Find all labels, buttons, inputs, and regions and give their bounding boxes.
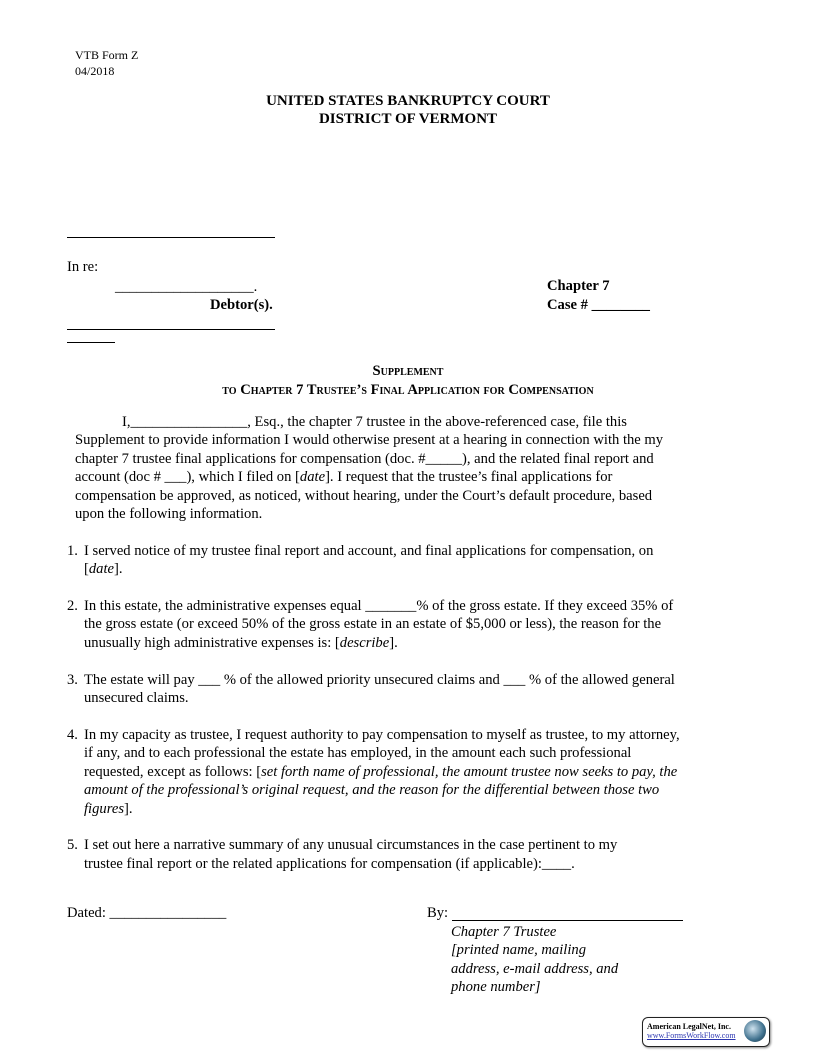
text-run: I,________________, Esq., the chapter 7 trustee in the above-referenced case, file this [122,414,627,430]
item-line [84,561,123,577]
logo-name: American LegalNet, Inc. [647,1022,731,1031]
signature-line [452,920,683,921]
text-run: date [299,469,326,485]
trustee-line: phone number] [451,979,541,995]
item-line [84,598,673,614]
text-run: trustee final report or the related applications for compensation (if applicable):____. [84,856,575,872]
court-name: UNITED STATES BANKRUPTCY COURT [266,93,550,109]
item-line [84,856,575,872]
item-line [84,690,189,706]
caption-rule [67,237,275,238]
text-run: unsecured claims. [84,690,189,706]
item-number: 3. [67,672,78,688]
item-line [84,616,661,632]
intro-line [75,488,652,504]
item-line [84,727,680,743]
item-line [84,635,398,651]
item-line [84,782,659,798]
text-run: describe [339,635,390,651]
case-number: Case # ________ [547,297,650,313]
text-run: compensation be approved, as noticed, without hearing, under the Court’s default procedure, based [75,488,653,504]
globe-icon [744,1020,766,1042]
chapter-label: Chapter 7 [547,278,610,294]
text-run: I set out here a narrative summary of any unusual circumstances in the case pertinent to my [84,837,618,853]
form-id: VTB Form Z [75,48,139,62]
text-run: if any, and to each professional the estate has employed, in the amount each such professional [84,745,632,761]
item-line [84,543,653,559]
logo-url[interactable]: www.FormsWorkFlow.com [647,1031,736,1040]
debtor-blank: ___________________. [115,279,258,295]
text-run: the gross estate (or exceed 50% of the gross estate in an estate of $5,000 or less), the reason for the [84,616,662,632]
by-label: By: [427,905,449,921]
item-number: 5. [67,837,78,853]
intro-line [122,414,627,430]
intro-line [75,451,654,467]
intro-line [75,432,663,448]
trustee-line: Chapter 7 Trustee [451,924,557,940]
district-name: DISTRICT OF VERMONT [318,111,498,127]
text-run: account (doc # ___), which I filed on [ [75,469,300,485]
text-run: ]. I request that the trustee’s final applications for [325,469,613,485]
form-date: 04/2018 [75,64,115,78]
title-line-2: to Chapter 7 Trustee’s Final Application for Compensation [222,382,594,398]
text-run: In this estate, the administrative expenses equal _______% of the gross estate. If they exceed 35% of [84,598,674,614]
text-run: [ [84,561,89,577]
item-line [84,764,677,780]
americanlegalnet-logo[interactable] [642,1017,770,1047]
text-run: set forth name of professional, the amount trustee now seeks to pay, the [261,764,678,780]
text-run: amount of the professional’s original request, and the reason for the differential between those two [84,782,660,798]
in-re-label: In re: [67,259,99,275]
text-run: In my capacity as trustee, I request authority to pay compensation to myself as trustee, to my attorney, [84,727,680,743]
item-number: 2. [67,598,78,614]
text-run: chapter 7 trustee final applications for compensation (doc. #_____), and the related final report and [75,451,654,467]
trustee-line: address, e-mail address, and [451,961,619,977]
item-line [84,837,617,853]
item-line [84,672,675,688]
title-line-1: Supplement [372,363,444,379]
trustee-line: [printed name, mailing [451,942,586,958]
text-run: ]. [114,561,123,577]
item-number: 1. [67,543,78,559]
caption-rule-short [67,342,115,343]
item-number: 4. [67,727,78,743]
text-run: ]. [389,635,398,651]
text-run: The estate will pay ___ % of the allowed priority unsecured claims and ___ % of the allowed general [84,672,675,688]
item-line [84,745,631,761]
debtor-label: Debtor(s). [210,297,273,313]
item-line [84,801,133,817]
text-run: ]. [124,801,133,817]
text-run: date [88,561,115,577]
intro-line [75,506,262,522]
intro-line [75,469,612,485]
text-run: upon the following information. [75,506,263,522]
dated-field: Dated: ________________ [67,905,227,921]
text-run: figures [84,801,124,817]
text-run: I served notice of my trustee final report and account, and final applications for compensation, on [84,543,654,559]
caption-rule [67,329,275,330]
text-run: requested, except as follows: [ [84,764,262,780]
text-run: unusually high administrative expenses is: [ [84,635,340,651]
text-run: Supplement to provide information I would otherwise present at a hearing in connection with the my [75,432,664,448]
